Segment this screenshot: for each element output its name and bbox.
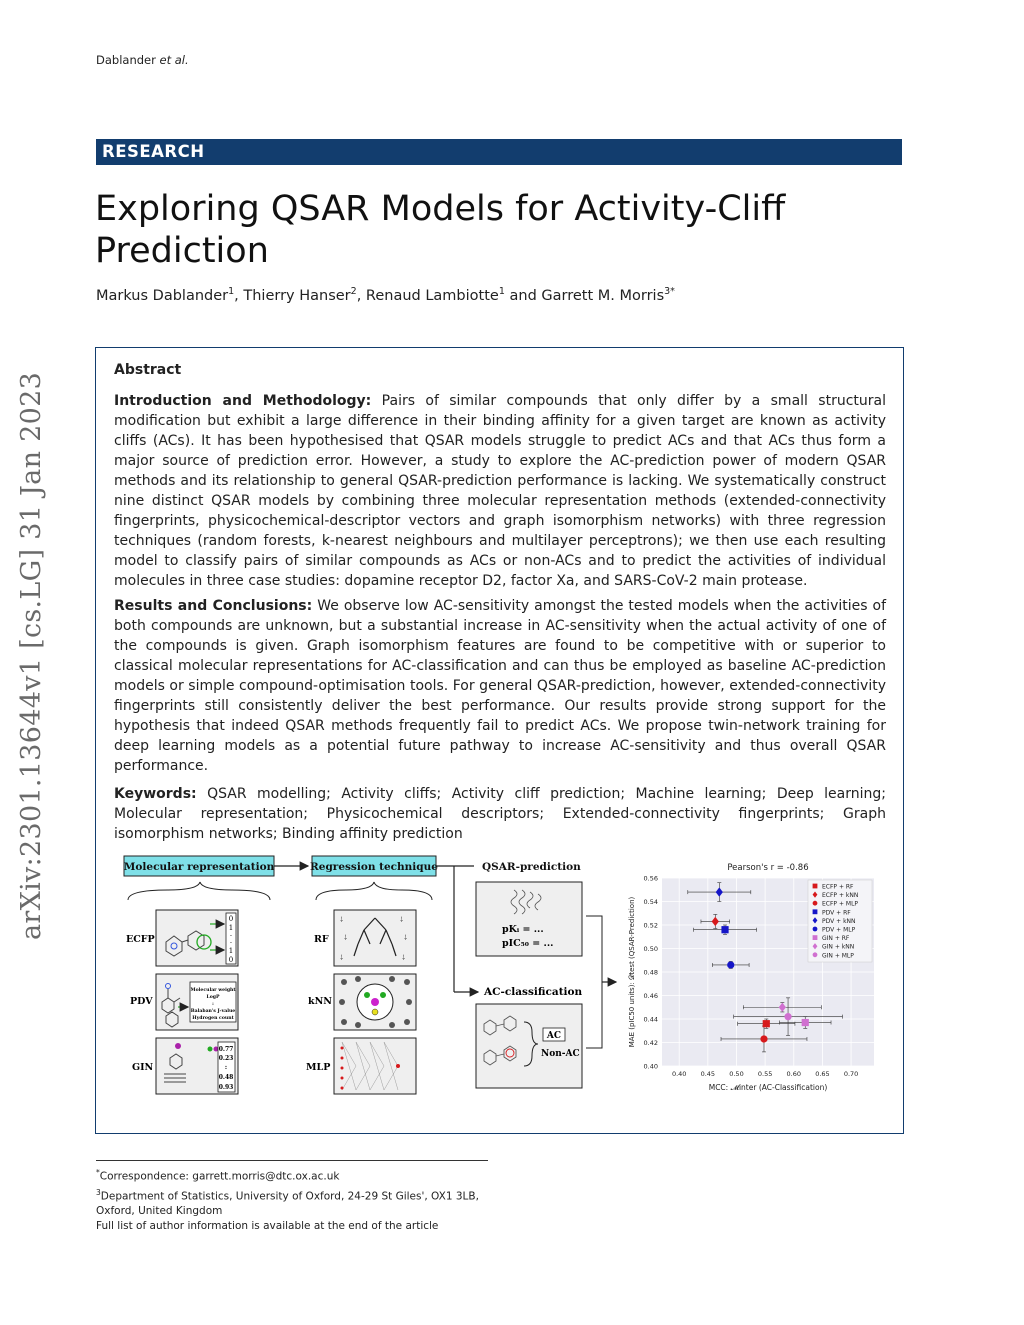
scatter-plot [628, 863, 874, 1092]
abstract-heading: Abstract [114, 362, 182, 378]
pdv-feature: Balaban's J-value [190, 1009, 236, 1014]
section-label-bar: RESEARCH [96, 139, 902, 165]
svg-text:⸸: ⸸ [402, 954, 406, 962]
mlp-panel [334, 1038, 416, 1094]
x-tick-label: 0.40 [671, 1070, 687, 1078]
ecfp-bit: · [229, 939, 233, 947]
rep-label-pdv: PDV [130, 996, 153, 1007]
y-tick-label: 0.54 [643, 898, 658, 906]
data-point [727, 961, 734, 968]
pic50-output: pIC₅₀ = ... [502, 938, 554, 949]
legend-label: GIN + kNN [822, 943, 855, 951]
running-head: Dablander et al. [96, 53, 189, 67]
legend-label: GIN + MLP [822, 952, 854, 960]
rep-label-gin: GIN [132, 1062, 154, 1073]
svg-text:⸸: ⸸ [400, 916, 404, 924]
y-tick-label: 0.42 [643, 1039, 658, 1047]
data-point [760, 1035, 767, 1042]
gin-value: 0.93 [218, 1084, 234, 1091]
graphical-abstract-figure [118, 852, 888, 1102]
arxiv-identifier-stamp[interactable]: arXiv:2301.13644v1 [cs.LG] 31 Jan 2023 [16, 371, 47, 940]
abstract-intro: Introduction and Methodology: Pairs of similar compounds that only differ by a small structural modification but exhibit a large difference in their binding affinity for a given target are known as activity cliffs (ACs). It has been hypothesised that QSAR models struggle to predict ACs and that ACs thus form a major source of prediction error. However, a study to explore the AC-prediction power of modern QSAR methods and its relationship to general QSAR-prediction performance is lacking. We systematically construct nine distinct QSAR models by combining three molecular representation methods (extended-connectivity fingerprints, physicochemical-descriptor vectors and graph isomorphism networks) with three regression techniques (random forests, k-nearest neighbours and multilayer perceptrons); we then use each resulting model to classify pairs of similar compounds as ACs or non-ACs and to predict the activities of individual molecules in three case studies: dopamine receptor D2, factor Xa, and SARS-CoV-2 main protease. [114, 393, 886, 589]
data-point [763, 1020, 770, 1027]
reg-tech-header-text: Regression technique [310, 861, 438, 873]
reg-label-mlp: MLP [306, 1062, 331, 1073]
legend-marker [813, 901, 818, 906]
affiliation-mark: 3* [664, 286, 675, 297]
y-tick-label: 0.48 [643, 968, 658, 977]
author-info-note: Full list of author information is available at the end of the article [96, 1220, 439, 1232]
mol-rep-header-text: Molecular representation [123, 861, 275, 873]
data-point [721, 926, 728, 933]
ecfp-bit: · [229, 932, 233, 940]
pdv-feature: LogP [206, 995, 220, 1000]
gin-value: 0.77 [218, 1046, 234, 1053]
ac-output-label: AC [546, 1031, 562, 1041]
ac-classification-panel [476, 1004, 582, 1088]
author-list: Markus Dablander$^1$, Thierry Hanser$^2$, Renaud Lambiotte$^1$ and Garrett M. Morris$^{3*}$ [96, 286, 675, 304]
svg-text:⸸: ⸸ [344, 934, 348, 942]
legend-marker [813, 927, 818, 932]
chart-legend [808, 880, 872, 962]
affiliation-mark: 1 [228, 286, 235, 297]
y-tick-label: 0.52 [643, 921, 658, 930]
legend-label: PDV + kNN [822, 917, 856, 925]
legend-label: ECFP + kNN [822, 892, 859, 900]
footnote-rule [96, 1160, 488, 1161]
x-tick-label: 0.70 [843, 1070, 859, 1078]
reg-label-knn: kNN [308, 996, 332, 1007]
gin-value: : [224, 1064, 228, 1071]
rep-label-ecfp: ECFP [126, 934, 155, 945]
y-tick-label: 0.40 [643, 1062, 658, 1071]
legend-label: GIN + RF [822, 935, 850, 943]
pdv-feature: Molecular weight [190, 988, 236, 993]
ecfp-bit: 1 [228, 947, 234, 955]
pdv-feature: : [212, 1002, 214, 1007]
ecfp-bit: 0 [228, 915, 234, 923]
author-name: Thierry Hanser [243, 287, 351, 304]
y-tick-label: 0.44 [643, 1015, 658, 1024]
data-point [802, 1019, 809, 1026]
author-name: Garrett M. Morris [541, 287, 665, 304]
x-tick-label: 0.60 [786, 1070, 802, 1078]
y-tick-label: 0.56 [643, 874, 658, 883]
footnotes [96, 1160, 488, 1234]
pki-output: pKᵢ = ... [502, 924, 544, 935]
legend-marker [813, 935, 818, 940]
y-tick-label: 0.50 [643, 945, 658, 953]
chart-title: Pearson's r = -0.86 [727, 863, 809, 873]
gin-value: 0.23 [218, 1055, 234, 1062]
chart-xlabel: MCC: 𝓜inter (AC-Classification) [708, 1083, 828, 1092]
legend-label: PDV + MLP [822, 926, 856, 934]
data-point [784, 1013, 791, 1020]
affiliation-mark: 2 [350, 286, 357, 297]
x-tick-label: 0.45 [700, 1070, 716, 1078]
y-tick-label: 0.46 [643, 992, 658, 1000]
legend-label: ECFP + MLP [822, 900, 859, 908]
x-tick-label: 0.65 [815, 1070, 830, 1078]
legend-label: PDV + RF [822, 909, 851, 917]
abstract-results: Results and Conclusions: We observe low AC-sensitivity amongst the tested models when the activities of both compounds are unknown, but a substantial increase in AC-sensitivity when the actual activity of one of the compounds is given. Graph isomorphism features are found to be competitive with or superior to classical molecular representations for AC-classification and can thus be employed as baseline AC-prediction models or simple compound-optimisation tools. For general QSAR-prediction, however, extended-connectivity fingerprints still consistently deliver the best performance. Our results provide strong support for the hypothesis that indeed QSAR methods frequently fail to predict ACs. We propose twin-network training for deep learning models as a potential future pathway to increase AC-sensitivity and thus overall QSAR performance. [114, 598, 887, 774]
svg-text:⸸: ⸸ [404, 934, 408, 942]
department-note: $^3$Department of Statistics, University of Oxford, 24-29 St Giles', OX1 3LB, Oxford, United Kingdom [96, 1187, 479, 1217]
ecfp-bit: 0 [228, 956, 234, 964]
svg-text:⸸: ⸸ [340, 954, 344, 962]
reg-label-rf: RF [314, 934, 329, 945]
author-name: Markus Dablander [96, 287, 229, 304]
legend-marker [813, 952, 818, 957]
pdv-feature: Hydrogen count [192, 1016, 234, 1021]
abstract-keywords: Keywords: QSAR modelling; Activity cliffs; Activity cliff prediction; Machine learning; Deep learning; Molecular representation; Physicochemical descriptors; Extended-connectivity fingerprints; Graph isomorphism networks; Binding affinity prediction [114, 786, 886, 842]
ac-classification-label: AC-classification [484, 986, 583, 998]
chart-ylabel: MAE (pIC50 units): 𝓓test (QSAR-Prediction) [628, 896, 636, 1048]
author-name: Renaud Lambiotte [365, 287, 499, 304]
paper-title: Exploring QSAR Models for Activity-Cliff Prediction [95, 189, 786, 271]
abstract-box [95, 347, 904, 1134]
nonac-output-label: Non-AC [541, 1049, 580, 1059]
legend-marker [813, 884, 818, 889]
x-tick-label: 0.50 [729, 1070, 744, 1078]
x-tick-label: 0.55 [757, 1070, 773, 1078]
legend-label: ECFP + RF [822, 883, 854, 891]
gin-value: 0.48 [218, 1074, 234, 1081]
ecfp-bit: 1 [228, 924, 234, 932]
qsar-prediction-label: QSAR-prediction [482, 861, 581, 873]
svg-text:⸸: ⸸ [340, 916, 344, 924]
correspondence-note: *Correspondence: garrett.morris@dtc.ox.ac.uk [96, 1168, 340, 1183]
affiliation-mark: 1 [498, 286, 505, 297]
legend-marker [813, 909, 818, 914]
